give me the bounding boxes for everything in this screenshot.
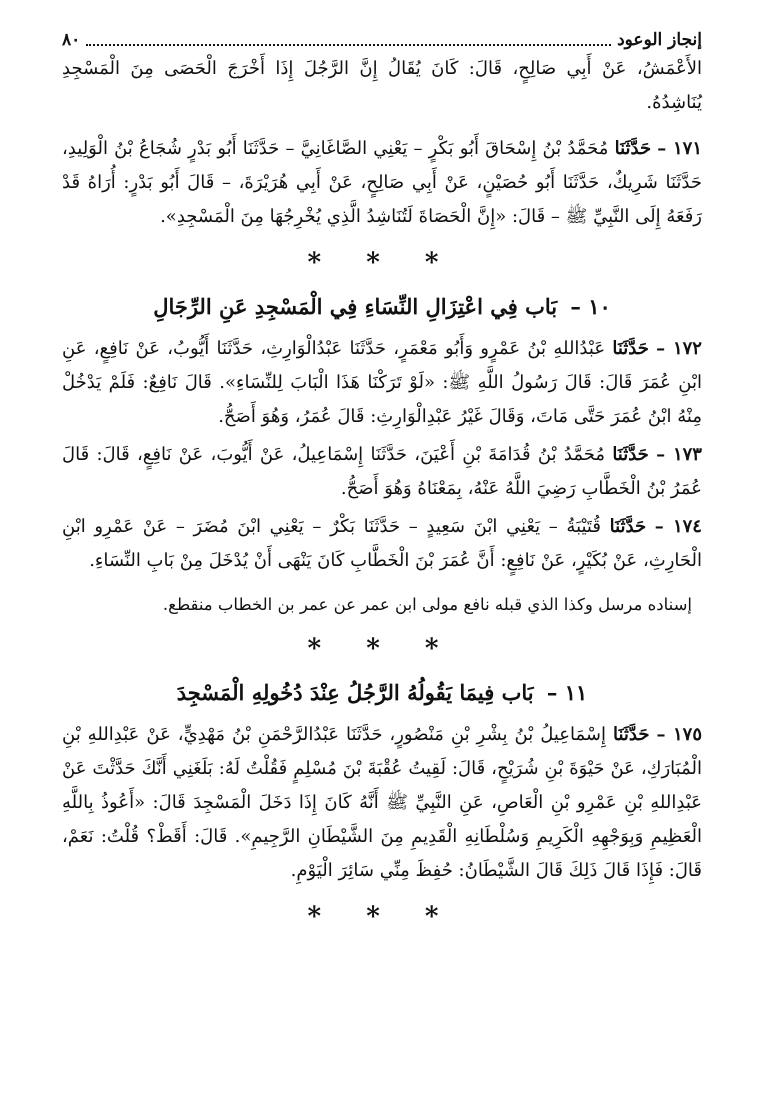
page-number: ٨٠ bbox=[62, 30, 81, 50]
hadith-175 bbox=[62, 718, 702, 888]
hadith-lead: حَدَّثَنَا bbox=[612, 724, 650, 745]
hadith-number: ١٧١ – bbox=[657, 138, 702, 159]
hadith-172 bbox=[62, 332, 702, 434]
chapter-title: بَاب فِيمَا يَقُولُهُ الرَّجُلُ عِنْدَ دُخُولِهِ الْمَسْجِدَ bbox=[176, 680, 534, 705]
hadith-text: إِسْمَاعِيلُ بْنُ بِشْرِ بْنِ مَنْصُورٍ، حَدَّثَنَا عَبْدُالرَّحْمَنِ بْنُ مَهْدِيٍّ، عَنْ عَبْدِاللهِ بْنِ الْمُبَارَكِ، عَنْ حَيْوَةَ بْنِ شُرَيْحٍ، قَالَ: لَقِيتُ عُقْبَةَ بْنَ مُسْلِمٍ فَقُلْتُ لَهُ: بَلَغَنِي أَنَّكَ حَدَّثْتَ عَنْ عَبْدِاللهِ بْنِ عَمْرِو بْنِ الْعَاصِ، عَنِ النَّبِيِّ ﷺ أَنَّهُ كَانَ إِذَا دَخَلَ الْمَسْجِدَ قَالَ: «أَعُوذُ بِاللَّهِ الْعَظِيمِ وَبِوَجْهِهِ الْكَرِيمِ وَسُلْطَانِهِ الْقَدِيمِ مِنَ الشَّيْطَانِ الرَّجِيمِ». قَالَ: أَقَطْ؟ قُلْتُ: نَعَمْ، قَالَ: فَإِذَا قَالَ ذَلِكَ قَالَ الشَّيْطَانُ: حُفِظَ مِنِّي سَائِرَ الْيَوْمِ. bbox=[62, 724, 702, 881]
hadith-171 bbox=[62, 132, 702, 234]
chapter-number: ١٠ – bbox=[570, 294, 611, 319]
chapter-heading-10 bbox=[62, 290, 702, 324]
hadith-174 bbox=[62, 510, 702, 578]
page-header bbox=[62, 28, 702, 52]
running-title: إنجاز الوعود bbox=[617, 30, 702, 50]
hadith-text: عَبْدُاللهِ بْنُ عَمْرٍو وَأَبُو مَعْمَرٍ، حَدَّثَنَا عَبْدُالْوَارِثِ، حَدَّثَنَا أَيُّوبُ، عَنْ نَافِعٍ، عَنِ ابْنِ عُمَرَ قَالَ: قَالَ رَسُولُ اللَّهِ ﷺ: «لَوْ تَرَكْنَا هَذَا الْبَابَ لِلنِّسَاءِ». قَالَ نَافِعٌ: فَلَمْ يَدْخُلْ مِنْهُ ابْنُ عُمَرَ حَتَّى مَاتَ، وَقَالَ غَيْرُ عَبْدِالْوَارِثِ: قَالَ عُمَرُ، وَهُوَ أَصَحُّ. bbox=[62, 338, 702, 427]
hadith-text: قُتَيْبَةُ – يَعْنِي ابْنَ سَعِيدٍ – حَدَّثَنَا بَكْرٌ – يَعْنِي ابْنَ مُضَرَ – عَنْ عَمْرِو ابْنِ الْحَارِثِ، عَنْ بُكَيْرٍ، عَنْ نَافِعٍ: أَنَّ عُمَرَ بْنَ الْخَطَّابِ كَانَ يَنْهَى أَنْ يُدْخَلَ مِنْ بَابِ النِّسَاءِ. bbox=[62, 516, 702, 571]
hadith-text: مُحَمَّدُ بْنُ قُدَامَةَ بْنِ أَعْيَنَ، حَدَّثَنَا إِسْمَاعِيلُ، عَنْ أَيُّوبَ، عَنْ نَافِعٍ، قَالَ: قَالَ عُمَرُ بْنُ الْخَطَّابِ رَضِيَ اللَّهُ عَنْهُ، بِمَعْنَاهُ وَهُوَ أَصَحُّ. bbox=[62, 444, 702, 499]
chapter-heading-11 bbox=[62, 676, 702, 710]
hadith-number: ١٧٥ – bbox=[656, 724, 702, 745]
hadith-number: ١٧٣ – bbox=[656, 444, 702, 465]
intro-paragraph: الأَعْمَشُ، عَنْ أَبِي صَالِحٍ، قَالَ: كَانَ يُقَالُ إِنَّ الرَّجُلَ إِذَا أَخْرَجَ الْحَصَى مِنَ الْمَسْجِدِ يُنَاشِدُهُ. bbox=[62, 58, 702, 113]
chapter-number: ١١ – bbox=[546, 680, 588, 705]
hadith-lead: حَدَّثَنَا bbox=[614, 138, 652, 159]
hadith-number: ١٧٤ – bbox=[654, 516, 702, 537]
hadith-lead: حَدَّثَنَا bbox=[612, 444, 649, 465]
book-page bbox=[62, 28, 702, 1068]
section-separator: * * * bbox=[307, 902, 457, 932]
hadith-number: ١٧٢ – bbox=[656, 338, 702, 359]
grading-note: إسناده مرسل وكذا الذي قبله نافع مولى ابن عمر عن عمر بن الخطاب منقطع. bbox=[162, 595, 692, 614]
chapter-title: بَاب فِي اعْتِزَالِ النِّسَاءِ فِي الْمَسْجِدِ عَنِ الرِّجَالِ bbox=[153, 294, 558, 319]
hadith-lead: حَدَّثَنَا bbox=[609, 516, 647, 537]
header-dotted-leader bbox=[86, 44, 611, 46]
section-separator: * * * bbox=[307, 248, 457, 278]
section-separator: * * * bbox=[307, 634, 457, 664]
hadith-text: مُحَمَّدُ بْنُ إِسْحَاقَ أَبُو بَكْرٍ – يَعْنِي الصَّاغَانِيَّ – حَدَّثَنَا أَبُو بَدْرٍ شُجَاعُ بْنُ الْوَلِيدِ، حَدَّثَنَا شَرِيكٌ، حَدَّثَنَا أَبُو حُصَيْنٍ، عَنْ أَبِي صَالِحٍ، عَنْ أَبِي هُرَيْرَةَ، – قَالَ أَبُو بَدْرٍ: أُرَاهُ قَدْ رَفَعَهُ إِلَى النَّبِيِّ ﷺ – قَالَ: «إِنَّ الْحَصَاةَ لَتُنَاشِدُ الَّذِي يُخْرِجُهَا مِنَ الْمَسْجِدِ». bbox=[62, 138, 702, 227]
hadith-lead: حَدَّثَنَا bbox=[612, 338, 649, 359]
hadith-173 bbox=[62, 438, 702, 506]
